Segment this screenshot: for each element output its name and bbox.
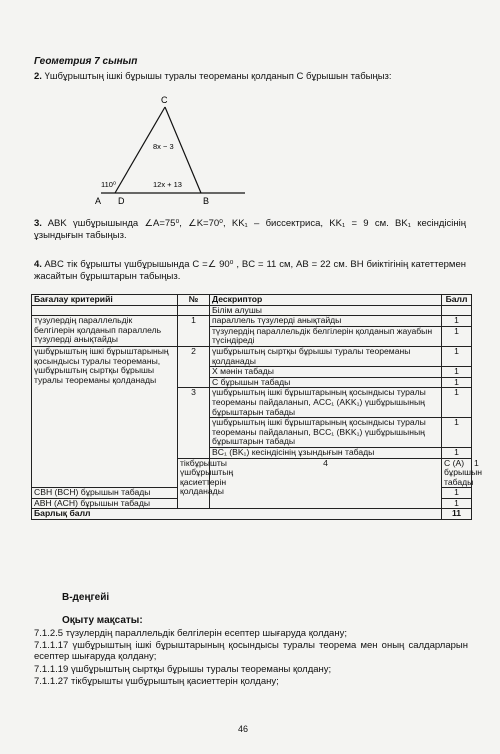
question-2-number: 2. [34,71,42,82]
points-11: 1 [442,498,472,509]
angle-adc-label: 110⁰ [101,180,116,189]
vertex-d-label: D [118,196,125,205]
total-value: 11 [442,509,472,520]
question-2-text: Үшбұрыштың ішкі бұрышы туралы теореманы қолданып С бұрышын табыңыз: [44,71,392,82]
points-10: 1 [442,488,472,499]
question-4-text: ABC тік бұрышты үшбұрышында C =∠ 90⁰ , BC = 11 см, AB = 22 см. BH биіктігінің катеттермен жасайтын бұрыштарын табыңыз. [34,259,466,282]
level-heading: В-деңгейі [62,592,110,603]
objective-2: 7.1.1.17 үшбұрыштың ішкі бұрыштарының қосындысы туралы теорема мен оның салдарларын есептер шығаруда қолдану; [34,640,468,663]
header-descriptor: Дескриптор [210,295,442,306]
descriptor-11: ABH (ACH) бұрышын табады [32,498,178,509]
table-row [32,316,472,327]
question-4-number: 4. [34,259,42,270]
table-row [32,346,472,366]
question-3 [34,218,466,241]
table-header-row [32,295,472,306]
descriptor-6: үшбұрыштың ішкі бұрыштарының қосындысы туралы теореманы пайдаланып, ACC₁ (AKK₁) үшбұрышының бұрыштарын табады [210,388,442,418]
task-number-2: 2 [178,346,210,387]
points-5: 1 [442,377,472,388]
objective-3: 7.1.1.19 үшбұрыштың сыртқы бұрышы туралы теореманы қолдану; [34,664,332,675]
question-4 [34,259,466,282]
descriptor-9: C (A) бұрышын табады [442,458,472,488]
descriptor-10: CBH (BCH) бұрышын табады [32,488,178,499]
points-2: 1 [442,326,472,346]
objective-4: 7.1.1.27 тікбұрышты үшбұрыштың қасиеттерін қолдану; [34,676,279,687]
descriptor-5: C бұрышын табады [210,377,442,388]
vertex-c-label: C [161,95,168,105]
page-number: 46 [238,724,249,734]
criterion-2: үшбұрыштың ішкі бұрыштарының қосындысы туралы теореманы, үшбұрыштың сыртқы бұрышы туралы теореманы қолданады [32,346,178,487]
table-row [32,305,472,316]
descriptor-3: үшбұрыштың сыртқы бұрышы туралы теореманы қолданады [210,346,442,366]
question-3-text: ABK үшбұрышында ∠A=75⁰, ∠K=70⁰, KK₁ – биссектриса, KK₁ = 9 см. BK₁ кесіндісінің ұзындығын табыңыз. [34,218,466,241]
descriptor-2: түзулердің параллельдік белгілерін қолданып жауабын түсіндіреді [210,326,442,346]
total-row [32,509,472,520]
vertex-a-label: A [95,196,102,205]
points-8: 1 [442,447,472,458]
descriptor-4: X мәнін табады [210,367,442,378]
points-3: 1 [442,346,472,366]
task-number-4: 4 [210,458,442,509]
header-number: № [178,295,210,306]
total-label: Барлық балл [32,509,442,520]
triangle-figure [95,93,270,205]
table-row: тікбұрышты үшбұрыштың қасиеттерін қолданады 4 C (A) бұрышын табады 1 [32,458,472,488]
angle-c-label: 8x − 3 [153,142,174,151]
criterion-3: тікбұрышты үшбұрыштың қасиеттерін қолданады [178,458,210,509]
question-3-number: 3. [34,218,42,229]
descriptor-1: параллель түзулерді анықтайды [210,316,442,327]
task-number-1: 1 [178,316,210,347]
descriptor-7: үшбұрыштың ішкі бұрыштарының қосындысы туралы теореманы пайдаланып, BCC₁ (BKK₁) үшбұрышының бұрыштарын табады [210,418,442,448]
student-label: Білім алушы [210,305,442,316]
points-7: 1 [442,418,472,448]
assessment-table [31,294,482,520]
header-criteria: Бағалау критерийі [32,295,178,306]
angle-b-label: 12x + 13 [153,180,182,189]
header-points: Балл [442,295,472,306]
points-4: 1 [442,367,472,378]
points-1: 1 [442,316,472,327]
vertex-b-label: B [203,196,210,205]
points-6: 1 [442,388,472,418]
objective-1: 7.1.2.5 түзулердің параллельдік белгілерін есептер шығаруда қолдану; [34,628,347,639]
descriptor-8: BC₁ (BK₁) кесіндісінің ұзындығын табады [210,447,442,458]
question-2 [34,71,466,83]
page-header: Геометрия 7 сынып [34,56,138,67]
task-number-3: 3 [178,388,210,458]
goals-heading: Оқыту мақсаты: [62,615,143,626]
criterion-1: түзулердің параллельдік белгілерін қолданып параллель түзулерді анықтайды [32,316,178,347]
